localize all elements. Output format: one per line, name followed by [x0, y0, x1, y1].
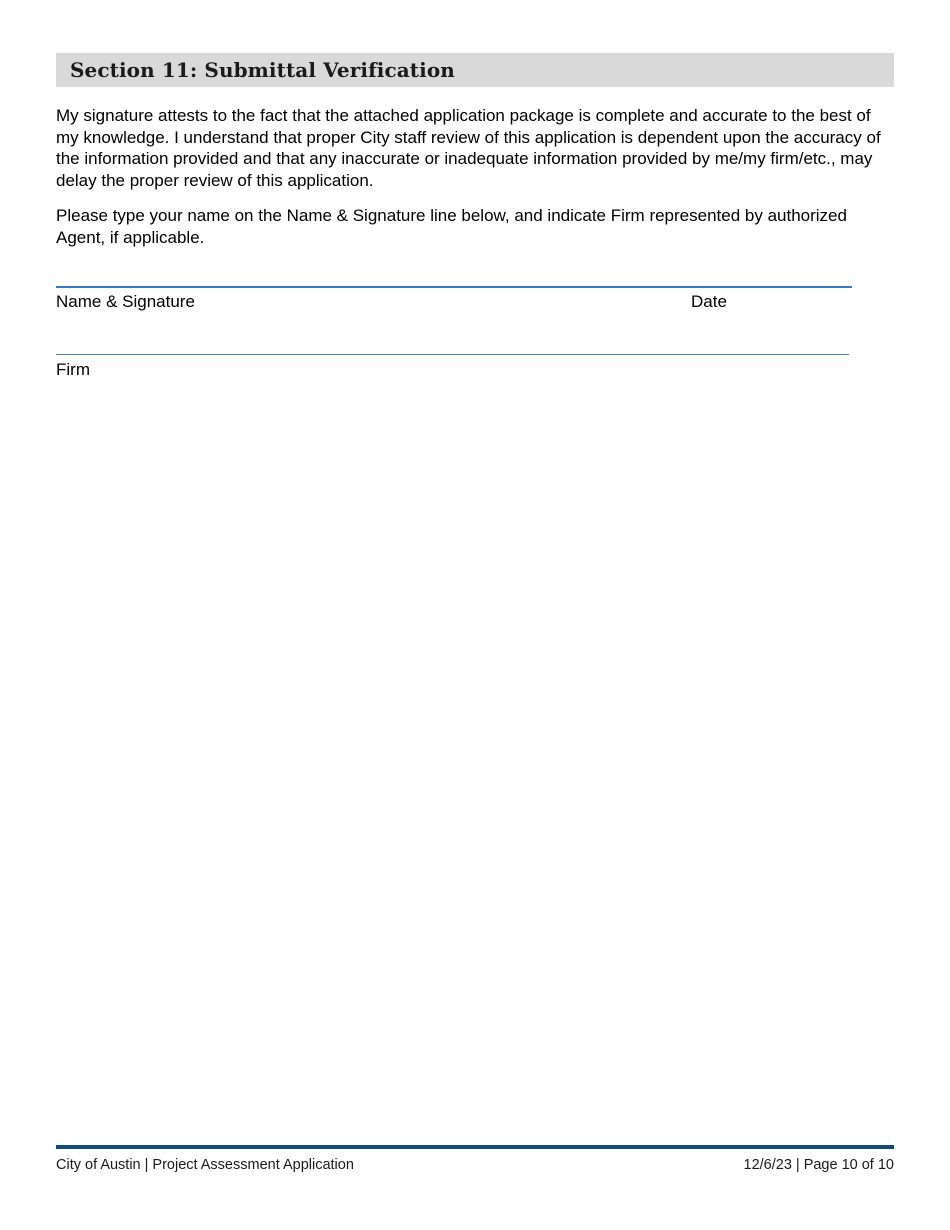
footer-separator-2: |	[795, 1157, 800, 1173]
section-header	[56, 53, 894, 87]
footer-right	[744, 1156, 894, 1174]
date-label: Date	[691, 292, 727, 311]
instruction-paragraph: Please type your name on the Name & Signature line below, and indicate Firm represented by authorized Agent, if applicable.	[56, 206, 847, 247]
section-title: Section 11: Submittal Verification	[70, 58, 455, 82]
footer-date: 12/6/23	[743, 1157, 792, 1173]
name-signature-label: Name & Signature	[56, 292, 195, 311]
firm-label: Firm	[56, 360, 90, 379]
firm-line[interactable]	[56, 354, 849, 355]
footer-left	[56, 1156, 354, 1174]
footer-page-info: Page 10 of 10	[803, 1157, 894, 1173]
footer-document-title: Project Assessment Application	[152, 1157, 354, 1173]
name-signature-line[interactable]	[56, 286, 852, 288]
footer-organization: City of Austin	[56, 1157, 141, 1173]
footer-separator: |	[144, 1157, 149, 1173]
attestation-paragraph: My signature attests to the fact that the attached application package is complete and accurate to the best of my knowledge. I understand that proper City staff review of this application is dependent upon the accuracy of the information provided and that any inaccurate or inadequate information provided by me/my firm/etc., may delay the proper review of this application.	[56, 106, 881, 190]
footer-divider	[56, 1145, 894, 1149]
